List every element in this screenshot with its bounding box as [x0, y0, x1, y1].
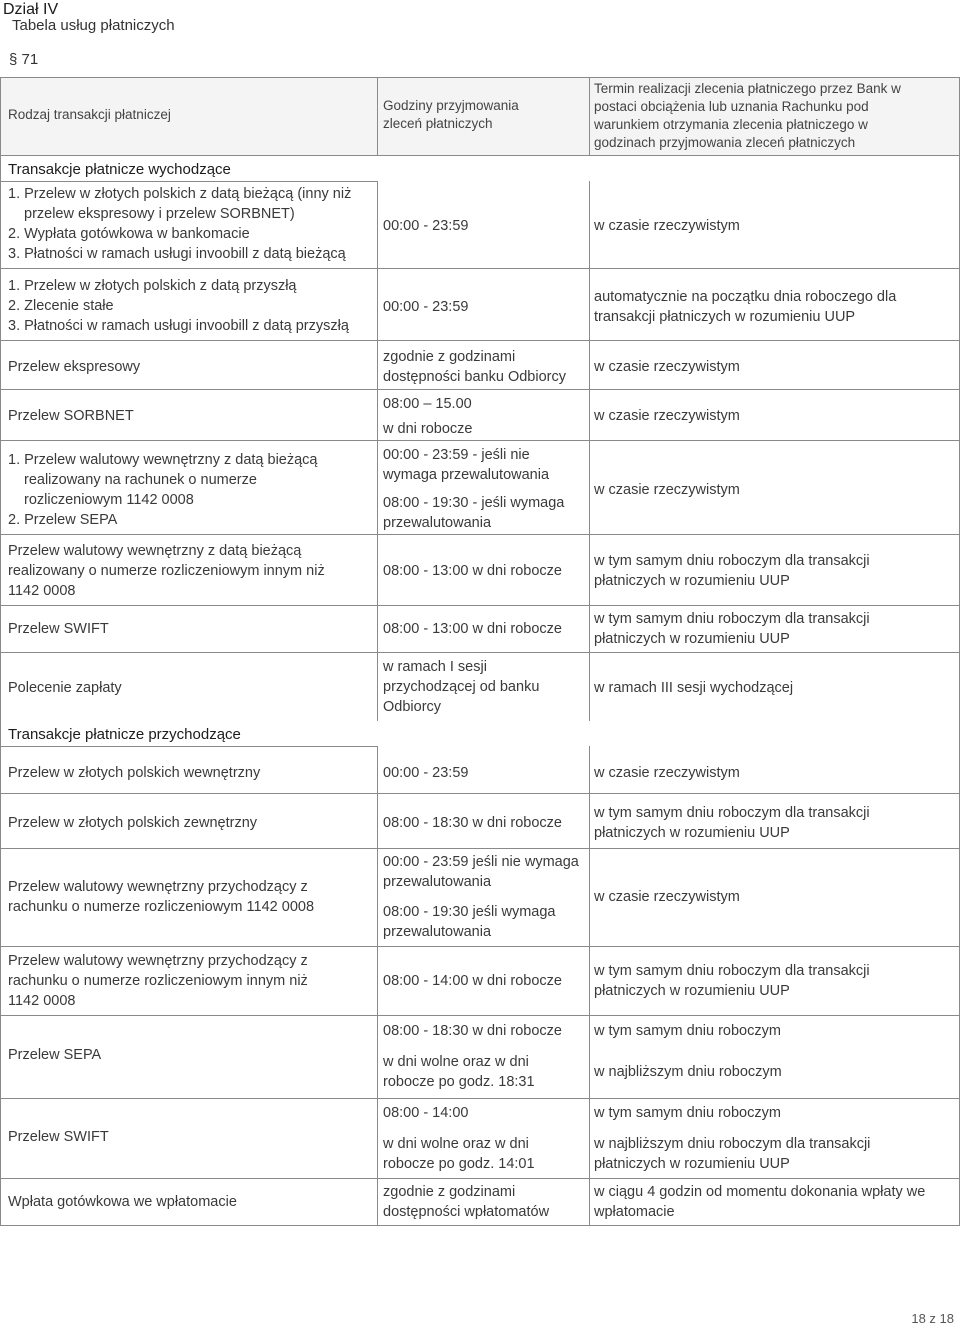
outgoing-row-5-term: w czasie rzeczywistym [594, 482, 740, 498]
incoming-row-7-type: Wpłata gotówkowa we wpłatomacie [8, 1194, 237, 1210]
incoming-row-6-hours: 08:00 - 14:00 [383, 1105, 469, 1121]
incoming-row-3-hours: 00:00 - 23:59 jeśli nie wymaga przewalutowania [383, 854, 579, 890]
outgoing-row-6-term: w tym samym dniu roboczym dla transakcji płatniczych w rozumieniu UUP [594, 553, 870, 589]
incoming-row-3-term: w czasie rzeczywistym [594, 889, 740, 905]
outgoing-row-7-hours: 08:00 - 13:00 w dni robocze [383, 621, 562, 637]
list-item: 3. Płatności w ramach usługi invoobill z datą bieżącą [8, 246, 346, 262]
outgoing-row-4-hours: 08:00 – 15.00 [383, 396, 472, 412]
outgoing-row-8-hours: w ramach I sesji przychodzącej od banku Odbiorcy [383, 659, 540, 715]
section-outgoing: Transakcje płatnicze wychodzące [8, 161, 231, 178]
incoming-row-6-type: Przelew SWIFT [8, 1129, 109, 1145]
incoming-row-5-term: w tym samym dniu roboczym [594, 1023, 781, 1039]
header-execution-term: Termin realizacji zlecenia płatniczego przez Bank w postaci obciążenia lub uznania Rachunku pod warunkiem otrzymania zlecenia płatniczego w godzinach przyjmowania zleceń płatniczych [594, 81, 901, 150]
incoming-row-1-hours: 00:00 - 23:59 [383, 765, 469, 781]
outgoing-row-2-term: automatycznie na początku dnia roboczego dla transakcji płatniczych w rozumieniu UUP [594, 289, 897, 325]
outgoing-row-2-hours: 00:00 - 23:59 [383, 299, 469, 315]
outgoing-row-4-type: Przelew SORBNET [8, 408, 134, 424]
list-item: 1. Przelew w złotych polskich z datą bieżącą (inny niż przelew ekspresowy i przelew SORBNET) [8, 186, 352, 222]
outgoing-row-7-type: Przelew SWIFT [8, 621, 109, 637]
outgoing-row-1-hours: 00:00 - 23:59 [383, 218, 469, 234]
paragraph-number: § 71 [9, 51, 39, 68]
incoming-row-4-hours: 08:00 - 14:00 w dni robocze [383, 973, 562, 989]
outgoing-row-2-types [8, 276, 378, 336]
outgoing-row-6-type: Przelew walutowy wewnętrzny z datą bieżącą realizowany o numerze rozliczeniowym innym niż 1142 0008 [8, 543, 325, 599]
outgoing-row-4-hours-2: w dni robocze [383, 421, 473, 437]
incoming-row-1-type: Przelew w złotych polskich wewnętrzny [8, 765, 261, 781]
list-item: 2. Zlecenie stałe [8, 298, 114, 314]
outgoing-row-3-hours: zgodnie z godzinami dostępności banku Odbiorcy [383, 349, 566, 385]
incoming-row-3-hours-2: 08:00 - 19:30 jeśli wymaga przewalutowania [383, 904, 556, 940]
list-item: 1. Przelew w złotych polskich z datą przyszłą [8, 278, 297, 294]
chapter-title: Dział IV [3, 1, 59, 18]
incoming-row-4-term: w tym samym dniu roboczym dla transakcji płatniczych w rozumieniu UUP [594, 963, 870, 999]
outgoing-row-5-hours: 00:00 - 23:59 - jeśli nie wymaga przewalutowania [383, 447, 550, 483]
incoming-row-5-hours-2: w dni wolne oraz w dni robocze po godz. 18:31 [383, 1054, 535, 1090]
incoming-row-2-hours: 08:00 - 18:30 w dni robocze [383, 815, 562, 831]
incoming-row-2-type: Przelew w złotych polskich zewnętrzny [8, 815, 258, 831]
list-item: 2. Wypłata gotówkowa w bankomacie [8, 226, 250, 242]
outgoing-row-5-types [8, 450, 353, 530]
page-number: 18 z 18 [911, 1311, 954, 1326]
incoming-row-7-hours: zgodnie z godzinami dostępności wpłatomatów [383, 1184, 550, 1220]
incoming-row-7-term: w ciągu 4 godzin od momentu dokonania wpłaty we wpłatomacie [594, 1184, 926, 1220]
list-item: 3. Płatności w ramach usługi invoobill z datą przyszłą [8, 318, 349, 334]
list-item: 2. Przelew SEPA [8, 512, 118, 528]
incoming-row-5-hours: 08:00 - 18:30 w dni robocze [383, 1023, 562, 1039]
outgoing-row-7-term: w tym samym dniu roboczym dla transakcji płatniczych w rozumieniu UUP [594, 611, 870, 647]
header-transaction-type: Rodzaj transakcji płatniczej [8, 107, 171, 122]
incoming-row-4-type: Przelew walutowy wewnętrzny przychodzący z rachunku o numerze rozliczeniowym innym niż 1142 0008 [8, 953, 308, 1009]
outgoing-row-1-types [8, 184, 378, 264]
outgoing-row-6-hours: 08:00 - 13:00 w dni robocze [383, 563, 562, 579]
header-acceptance-hours: Godziny przyjmowania zleceń płatniczych [383, 98, 519, 131]
incoming-row-6-term-2: w najbliższym dniu roboczym dla transakcji płatniczych w rozumieniu UUP [594, 1136, 871, 1172]
incoming-row-5-type: Przelew SEPA [8, 1047, 102, 1063]
outgoing-row-1-term: w czasie rzeczywistym [594, 218, 740, 234]
outgoing-row-8-type: Polecenie zapłaty [8, 680, 122, 696]
outgoing-row-8-term: w ramach III sesji wychodzącej [594, 680, 794, 696]
incoming-row-1-term: w czasie rzeczywistym [594, 765, 740, 781]
incoming-row-3-type: Przelew walutowy wewnętrzny przychodzący z rachunku o numerze rozliczeniowym 1142 0008 [8, 879, 315, 915]
table-subtitle: Tabela usług płatniczych [12, 17, 175, 34]
outgoing-row-3-type: Przelew ekspresowy [8, 359, 141, 375]
section-incoming: Transakcje płatnicze przychodzące [8, 726, 241, 743]
outgoing-row-4-term: w czasie rzeczywistym [594, 408, 740, 424]
list-item: 1. Przelew walutowy wewnętrzny z datą bieżącą realizowany na rachunek o numerze rozliczeniowym 1142 0008 [8, 452, 318, 508]
incoming-row-5-term-2: w najbliższym dniu roboczym [594, 1064, 782, 1080]
outgoing-row-5-hours-2: 08:00 - 19:30 - jeśli wymaga przewalutowania [383, 495, 565, 531]
outgoing-row-3-term: w czasie rzeczywistym [594, 359, 740, 375]
incoming-row-6-hours-2: w dni wolne oraz w dni robocze po godz. 14:01 [383, 1136, 535, 1172]
incoming-row-2-term: w tym samym dniu roboczym dla transakcji płatniczych w rozumieniu UUP [594, 805, 870, 841]
incoming-row-6-term: w tym samym dniu roboczym [594, 1105, 781, 1121]
